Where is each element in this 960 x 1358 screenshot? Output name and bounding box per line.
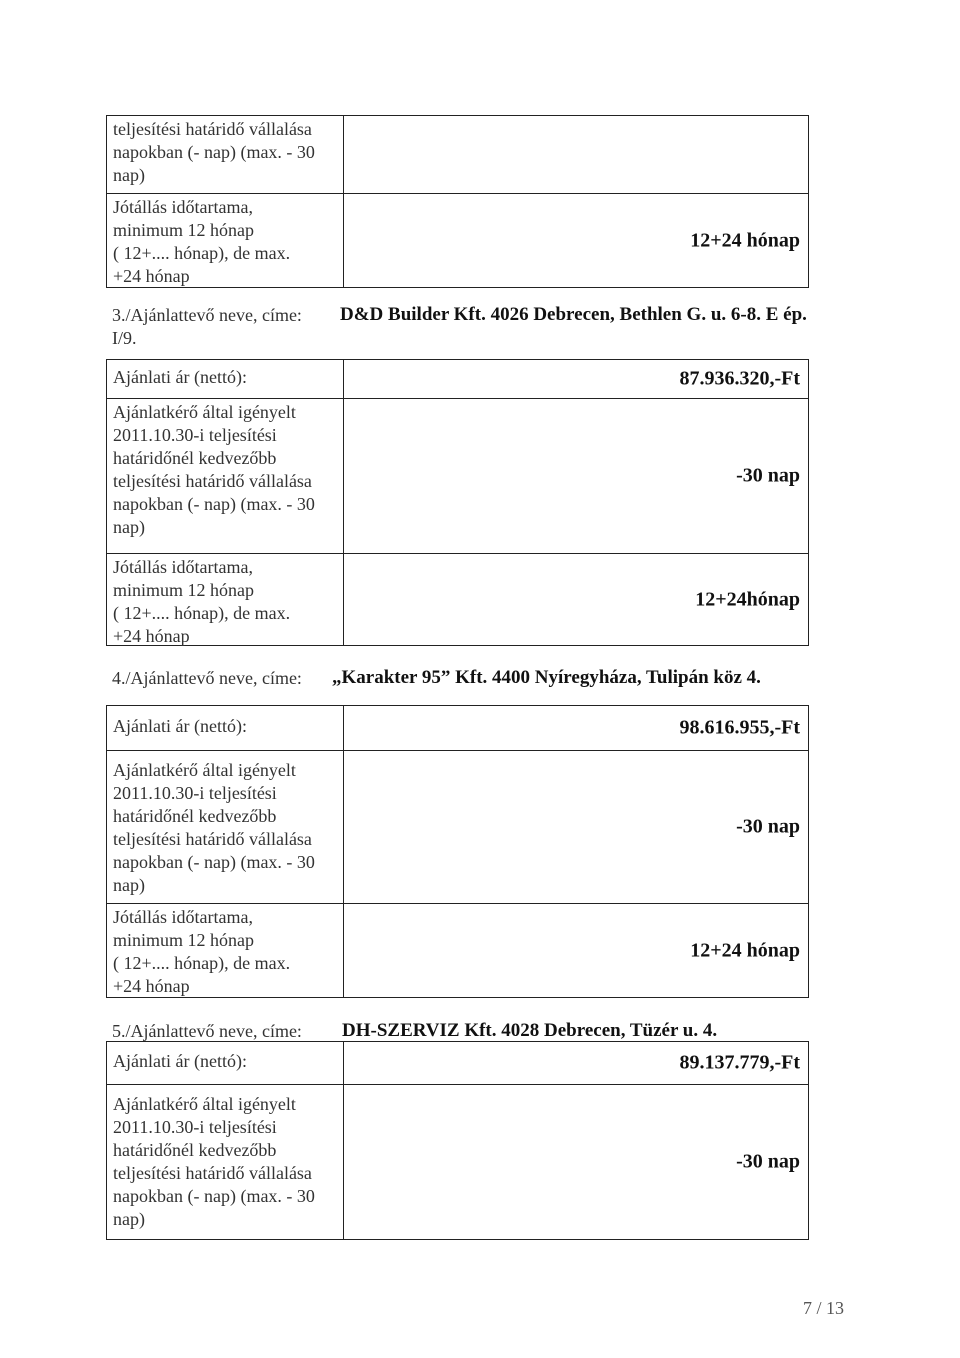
offer-table-2 [106, 115, 809, 288]
deadline-value: -30 nap [736, 815, 800, 838]
warranty-label: Jótállás időtartama, minimum 12 hónap ( 12+.... hónap), de max. +24 hónap [107, 554, 344, 645]
offer-table-5 [106, 1041, 809, 1240]
company-info: D&D Builder Kft. 4026 Debrecen, Bethlen G. u. 6-8. E ép. [340, 304, 807, 325]
company-info-continued: I/9. [112, 328, 137, 348]
offer-table-4 [106, 705, 809, 998]
offer-header-label: 4./Ajánlattevő neve, címe: [112, 668, 302, 688]
price-label: Ajánlati ár (nettó): [107, 1042, 344, 1084]
warranty-row [107, 553, 808, 645]
deadline-label: Ajánlatkérő által igényelt 2011.10.30-i teljesítési határidőnél kedvezőbb teljesítési határidő vállalása napokban (- nap) (max. - 30 nap) [107, 1085, 344, 1239]
warranty-row [107, 193, 808, 287]
warranty-label: Jótállás időtartama, minimum 12 hónap ( 12+.... hónap), de max. +24 hónap [107, 904, 344, 997]
offer-header-4 [112, 668, 852, 694]
warranty-value: 12+24 hónap [690, 229, 800, 251]
warranty-value: 12+24hónap [695, 588, 800, 610]
deadline-row [107, 398, 808, 553]
price-label: Ajánlati ár (nettó): [107, 706, 344, 750]
price-row [107, 1042, 808, 1084]
offer-header-3 [112, 305, 852, 355]
price-label: Ajánlati ár (nettó): [107, 360, 344, 398]
deadline-value: -30 nap [736, 464, 800, 487]
deadline-row [107, 1084, 808, 1239]
deadline-value: -30 nap [736, 1150, 800, 1173]
warranty-row [107, 903, 808, 997]
company-info: „Karakter 95” Kft. 4400 Nyíregyháza, Tulipán köz 4. [332, 667, 761, 688]
page-number: 7 / 13 [802, 1298, 844, 1318]
price-value: 89.137.779,-Ft [679, 1051, 800, 1074]
deadline-label: teljesítési határidő vállalása napokban (- nap) (max. - 30 nap) [107, 116, 344, 193]
deadline-label: Ajánlatkérő által igényelt 2011.10.30-i teljesítési határidőnél kedvezőbb teljesítési határidő vállalása napokban (- nap) (max. - 30 nap) [107, 751, 344, 903]
price-value: 87.936.320,-Ft [679, 367, 800, 390]
warranty-value: 12+24 hónap [690, 939, 800, 961]
offer-table-3 [106, 359, 809, 646]
company-info: DH-SZERVIZ Kft. 4028 Debrecen, Tüzér u. 4. [342, 1020, 718, 1041]
price-value: 98.616.955,-Ft [679, 716, 800, 739]
deadline-label: Ajánlatkérő által igényelt 2011.10.30-i teljesítési határidőnél kedvezőbb teljesítési határidő vállalása napokban (- nap) (max. - 30 nap) [107, 399, 344, 553]
price-row [107, 706, 808, 750]
price-row [107, 360, 808, 398]
warranty-label: Jótállás időtartama, minimum 12 hónap ( 12+.... hónap), de max. +24 hónap [107, 194, 344, 287]
deadline-row [107, 750, 808, 903]
offer-header-label: 3./Ajánlattevő neve, címe: [112, 305, 302, 325]
deadline-row [107, 116, 808, 193]
offer-header-label: 5./Ajánlattevő neve, címe: [112, 1021, 302, 1041]
